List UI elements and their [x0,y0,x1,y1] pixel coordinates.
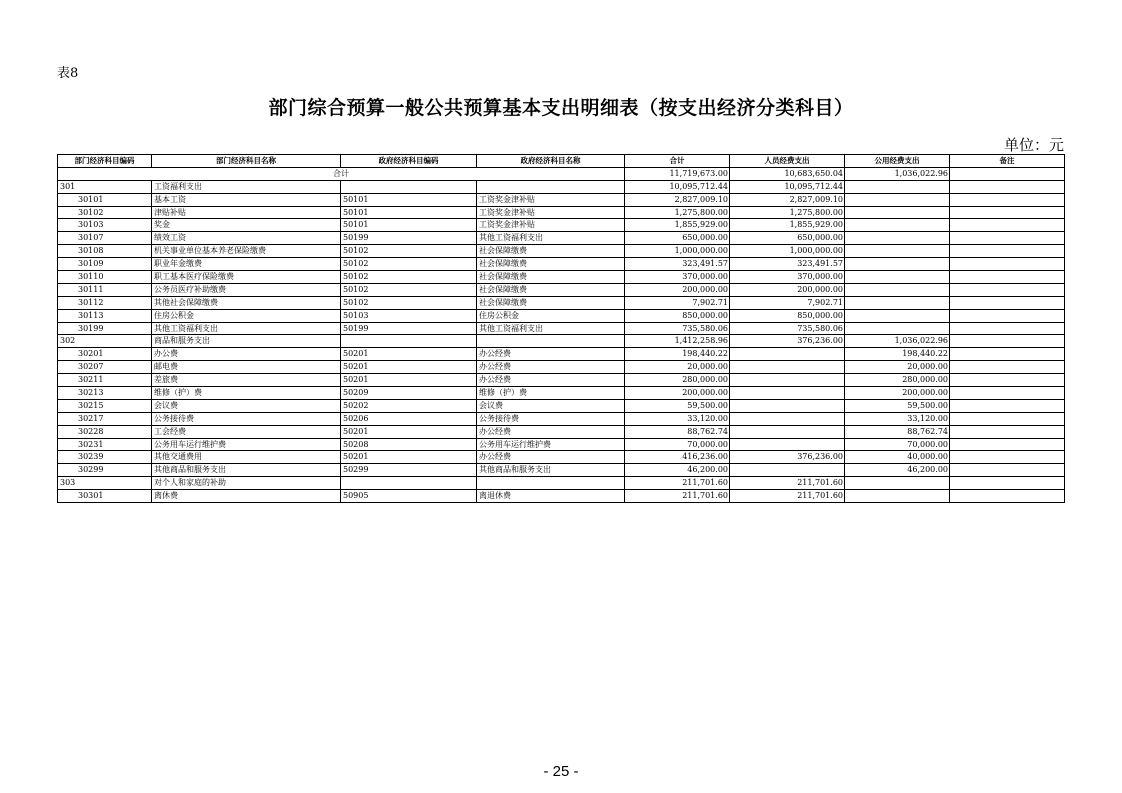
gov-name-cell [477,180,625,193]
table-row [58,206,1065,219]
dept-code-cell: 30102 [58,206,152,219]
header-row [58,155,1065,168]
public-cell [845,258,950,271]
dept-code-cell: 30112 [58,296,152,309]
total-cell: 280,000.00 [625,374,730,387]
personnel-cell: 200,000.00 [730,283,845,296]
total-cell: 7,902.71 [625,296,730,309]
gov-name-cell: 社会保障缴费 [477,245,625,258]
remark-cell [950,451,1065,464]
table-row [58,451,1065,464]
total-cell: 211,701.60 [625,490,730,503]
total-personnel: 10,683,650.04 [730,167,845,180]
remark-cell [950,464,1065,477]
public-cell [845,322,950,335]
personnel-cell: 1,275,800.00 [730,206,845,219]
gov-name-cell [477,477,625,490]
gov-code-cell: 50101 [341,219,477,232]
total-cell: 211,701.60 [625,477,730,490]
remark-cell [950,206,1065,219]
dept-name-cell: 其他商品和服务支出 [152,464,341,477]
dept-code-cell: 30299 [58,464,152,477]
public-cell: 198,440.22 [845,348,950,361]
public-cell: 200,000.00 [845,387,950,400]
remark-cell [950,425,1065,438]
dept-name-cell: 公务用车运行维护费 [152,438,341,451]
dept-name-cell: 对个人和家庭的补助 [152,477,341,490]
personnel-cell: 7,902.71 [730,296,845,309]
total-cell: 20,000.00 [625,361,730,374]
public-cell [845,283,950,296]
table-row [58,322,1065,335]
gov-name-cell: 工资奖金津补贴 [477,206,625,219]
table-row [58,309,1065,322]
personnel-cell: 650,000.00 [730,232,845,245]
remark-cell [950,271,1065,284]
table-row [58,425,1065,438]
dept-code-cell: 30103 [58,219,152,232]
personnel-cell [730,412,845,425]
dept-code-cell: 30107 [58,232,152,245]
unit-label: 单位：元 [1003,136,1064,154]
gov-code-cell: 50101 [341,206,477,219]
header-gov-name: 政府经济科目名称 [477,155,625,168]
dept-name-cell: 绩效工资 [152,232,341,245]
budget-table [57,154,1065,503]
total-cell: 59,500.00 [625,399,730,412]
public-cell [845,296,950,309]
category-row [58,335,1065,348]
gov-name-cell: 住房公积金 [477,309,625,322]
personnel-cell: 211,701.60 [730,477,845,490]
personnel-cell [730,361,845,374]
dept-name-cell: 邮电费 [152,361,341,374]
dept-code-cell: 30217 [58,412,152,425]
dept-name-cell: 其他工资福利支出 [152,322,341,335]
remark-cell [950,412,1065,425]
gov-code-cell: 50102 [341,258,477,271]
remark-cell [950,232,1065,245]
header-personnel: 人员经费支出 [730,155,845,168]
total-cell: 416,236.00 [625,451,730,464]
public-cell [845,193,950,206]
remark-cell [950,335,1065,348]
public-cell: 88,762.74 [845,425,950,438]
personnel-cell: 376,236.00 [730,335,845,348]
dept-code-cell: 30113 [58,309,152,322]
gov-name-cell: 其他工资福利支出 [477,322,625,335]
table-row [58,348,1065,361]
gov-code-cell: 50206 [341,412,477,425]
public-cell [845,271,950,284]
dept-name-cell: 会议费 [152,399,341,412]
personnel-cell [730,425,845,438]
gov-code-cell: 50201 [341,361,477,374]
personnel-cell: 10,095,712.44 [730,180,845,193]
total-cell: 323,491.57 [625,258,730,271]
dept-name-cell: 公务接待费 [152,412,341,425]
personnel-cell [730,464,845,477]
total-cell: 1,412,258.96 [625,335,730,348]
page-title: 部门综合预算一般公共预算基本支出明细表（按支出经济分类科目） [268,97,854,119]
dept-code-cell: 30111 [58,283,152,296]
personnel-cell: 323,491.57 [730,258,845,271]
dept-code-cell: 30239 [58,451,152,464]
total-cell: 1,275,800.00 [625,206,730,219]
gov-code-cell: 50102 [341,245,477,258]
dept-name-cell: 职业年金缴费 [152,258,341,271]
personnel-cell: 211,701.60 [730,490,845,503]
total-cell: 1,000,000.00 [625,245,730,258]
personnel-cell [730,438,845,451]
dept-name-cell: 基本工资 [152,193,341,206]
gov-code-cell: 50201 [341,425,477,438]
table-row [58,464,1065,477]
total-cell: 198,440.22 [625,348,730,361]
page-number: - 25 - [543,763,579,780]
table-row [58,245,1065,258]
personnel-cell: 1,855,929.00 [730,219,845,232]
public-cell [845,309,950,322]
gov-name-cell: 社会保障缴费 [477,283,625,296]
dept-name-cell: 商品和服务支出 [152,335,341,348]
header-total: 合计 [625,155,730,168]
public-cell [845,490,950,503]
remark-cell [950,309,1065,322]
remark-cell [950,258,1065,271]
total-amount: 11,719,673.00 [625,167,730,180]
total-cell: 370,000.00 [625,271,730,284]
dept-name-cell: 离休费 [152,490,341,503]
public-cell: 20,000.00 [845,361,950,374]
gov-name-cell: 其他工资福利支出 [477,232,625,245]
dept-code-cell: 30215 [58,399,152,412]
gov-code-cell [341,477,477,490]
personnel-cell: 376,236.00 [730,451,845,464]
table-row [58,296,1065,309]
gov-name-cell [477,335,625,348]
dept-code-cell: 30101 [58,193,152,206]
total-cell: 200,000.00 [625,283,730,296]
total-cell: 70,000.00 [625,438,730,451]
gov-name-cell: 公务接待费 [477,412,625,425]
table-row [58,283,1065,296]
personnel-cell [730,387,845,400]
dept-code-cell: 302 [58,335,152,348]
table-row [58,258,1065,271]
remark-cell [950,361,1065,374]
gov-name-cell: 其他商品和服务支出 [477,464,625,477]
gov-code-cell: 50101 [341,193,477,206]
gov-name-cell: 办公经费 [477,361,625,374]
public-cell: 1,036,022.96 [845,335,950,348]
public-cell [845,219,950,232]
dept-code-cell: 303 [58,477,152,490]
gov-code-cell: 50905 [341,490,477,503]
gov-name-cell: 公务用车运行维护费 [477,438,625,451]
dept-code-cell: 30108 [58,245,152,258]
public-cell: 280,000.00 [845,374,950,387]
total-cell: 1,855,929.00 [625,219,730,232]
dept-name-cell: 工会经费 [152,425,341,438]
table-row [58,219,1065,232]
public-cell [845,180,950,193]
personnel-cell: 1,000,000.00 [730,245,845,258]
table-row [58,374,1065,387]
gov-code-cell: 50199 [341,322,477,335]
gov-code-cell [341,180,477,193]
total-cell: 850,000.00 [625,309,730,322]
public-cell: 33,120.00 [845,412,950,425]
public-cell: 40,000.00 [845,451,950,464]
dept-name-cell: 津贴补贴 [152,206,341,219]
public-cell: 59,500.00 [845,399,950,412]
remark-cell [950,374,1065,387]
personnel-cell [730,399,845,412]
category-row [58,180,1065,193]
table-row [58,490,1065,503]
remark-cell [950,296,1065,309]
gov-name-cell: 办公经费 [477,374,625,387]
dept-name-cell: 机关事业单位基本养老保险缴费 [152,245,341,258]
public-cell: 70,000.00 [845,438,950,451]
gov-code-cell: 50199 [341,232,477,245]
gov-code-cell: 50299 [341,464,477,477]
dept-name-cell: 差旅费 [152,374,341,387]
personnel-cell [730,374,845,387]
personnel-cell [730,348,845,361]
remark-cell [950,219,1065,232]
header-dept-name: 部门经济科目名称 [152,155,341,168]
personnel-cell: 2,827,009.10 [730,193,845,206]
remark-cell [950,193,1065,206]
dept-name-cell: 维修（护）费 [152,387,341,400]
table-row [58,232,1065,245]
table-row [58,387,1065,400]
total-cell: 650,000.00 [625,232,730,245]
gov-name-cell: 离退休费 [477,490,625,503]
gov-code-cell: 50201 [341,348,477,361]
remark-cell [950,348,1065,361]
gov-name-cell: 工资奖金津补贴 [477,219,625,232]
gov-code-cell: 50102 [341,271,477,284]
gov-code-cell: 50202 [341,399,477,412]
gov-name-cell: 办公经费 [477,348,625,361]
header-dept-code: 部门经济科目编码 [58,155,152,168]
gov-code-cell: 50102 [341,283,477,296]
table-label: 表8 [57,66,79,81]
dept-code-cell: 30207 [58,361,152,374]
remark-cell [950,180,1065,193]
gov-code-cell [341,335,477,348]
dept-code-cell: 30199 [58,322,152,335]
table-row [58,193,1065,206]
total-label: 合计 [58,167,625,180]
public-cell [845,232,950,245]
dept-name-cell: 公务员医疗补助缴费 [152,283,341,296]
dept-code-cell: 30228 [58,425,152,438]
table-row [58,438,1065,451]
total-cell: 200,000.00 [625,387,730,400]
gov-name-cell: 办公经费 [477,451,625,464]
gov-name-cell: 社会保障缴费 [477,258,625,271]
category-row [58,477,1065,490]
remark-cell [950,438,1065,451]
gov-code-cell: 50102 [341,296,477,309]
public-cell: 46,200.00 [845,464,950,477]
dept-name-cell: 奖金 [152,219,341,232]
total-public: 1,036,022.96 [845,167,950,180]
gov-code-cell: 50201 [341,451,477,464]
dept-code-cell: 30211 [58,374,152,387]
gov-name-cell: 会议费 [477,399,625,412]
table-row [58,361,1065,374]
table-row [58,399,1065,412]
remark-cell [950,387,1065,400]
public-cell [845,245,950,258]
remark-cell [950,283,1065,296]
remark-cell [950,477,1065,490]
table-row [58,271,1065,284]
public-cell [845,477,950,490]
table-row [58,412,1065,425]
dept-name-cell: 其他交通费用 [152,451,341,464]
dept-code-cell: 30109 [58,258,152,271]
public-cell [845,206,950,219]
total-cell: 46,200.00 [625,464,730,477]
header-public: 公用经费支出 [845,155,950,168]
total-cell: 2,827,009.10 [625,193,730,206]
gov-name-cell: 社会保障缴费 [477,296,625,309]
total-cell: 735,580.06 [625,322,730,335]
gov-name-cell: 维修（护）费 [477,387,625,400]
remark-cell [950,245,1065,258]
dept-code-cell: 30110 [58,271,152,284]
total-cell: 10,095,712.44 [625,180,730,193]
gov-code-cell: 50201 [341,374,477,387]
dept-code-cell: 30201 [58,348,152,361]
gov-name-cell: 办公经费 [477,425,625,438]
personnel-cell: 850,000.00 [730,309,845,322]
dept-code-cell: 301 [58,180,152,193]
total-cell: 88,762.74 [625,425,730,438]
gov-code-cell: 50208 [341,438,477,451]
gov-name-cell: 社会保障缴费 [477,271,625,284]
gov-code-cell: 50209 [341,387,477,400]
personnel-cell: 370,000.00 [730,271,845,284]
dept-name-cell: 办公费 [152,348,341,361]
dept-code-cell: 30231 [58,438,152,451]
personnel-cell: 735,580.06 [730,322,845,335]
dept-code-cell: 30213 [58,387,152,400]
remark-cell [950,399,1065,412]
gov-code-cell: 50103 [341,309,477,322]
remark-cell [950,490,1065,503]
total-remark [950,167,1065,180]
dept-name-cell: 工资福利支出 [152,180,341,193]
dept-code-cell: 30301 [58,490,152,503]
remark-cell [950,322,1065,335]
dept-name-cell: 职工基本医疗保险缴费 [152,271,341,284]
dept-name-cell: 住房公积金 [152,309,341,322]
dept-name-cell: 其他社会保障缴费 [152,296,341,309]
gov-name-cell: 工资奖金津补贴 [477,193,625,206]
total-cell: 33,120.00 [625,412,730,425]
total-row [58,167,1065,180]
header-remark: 备注 [950,155,1065,168]
header-gov-code: 政府经济科目编码 [341,155,477,168]
